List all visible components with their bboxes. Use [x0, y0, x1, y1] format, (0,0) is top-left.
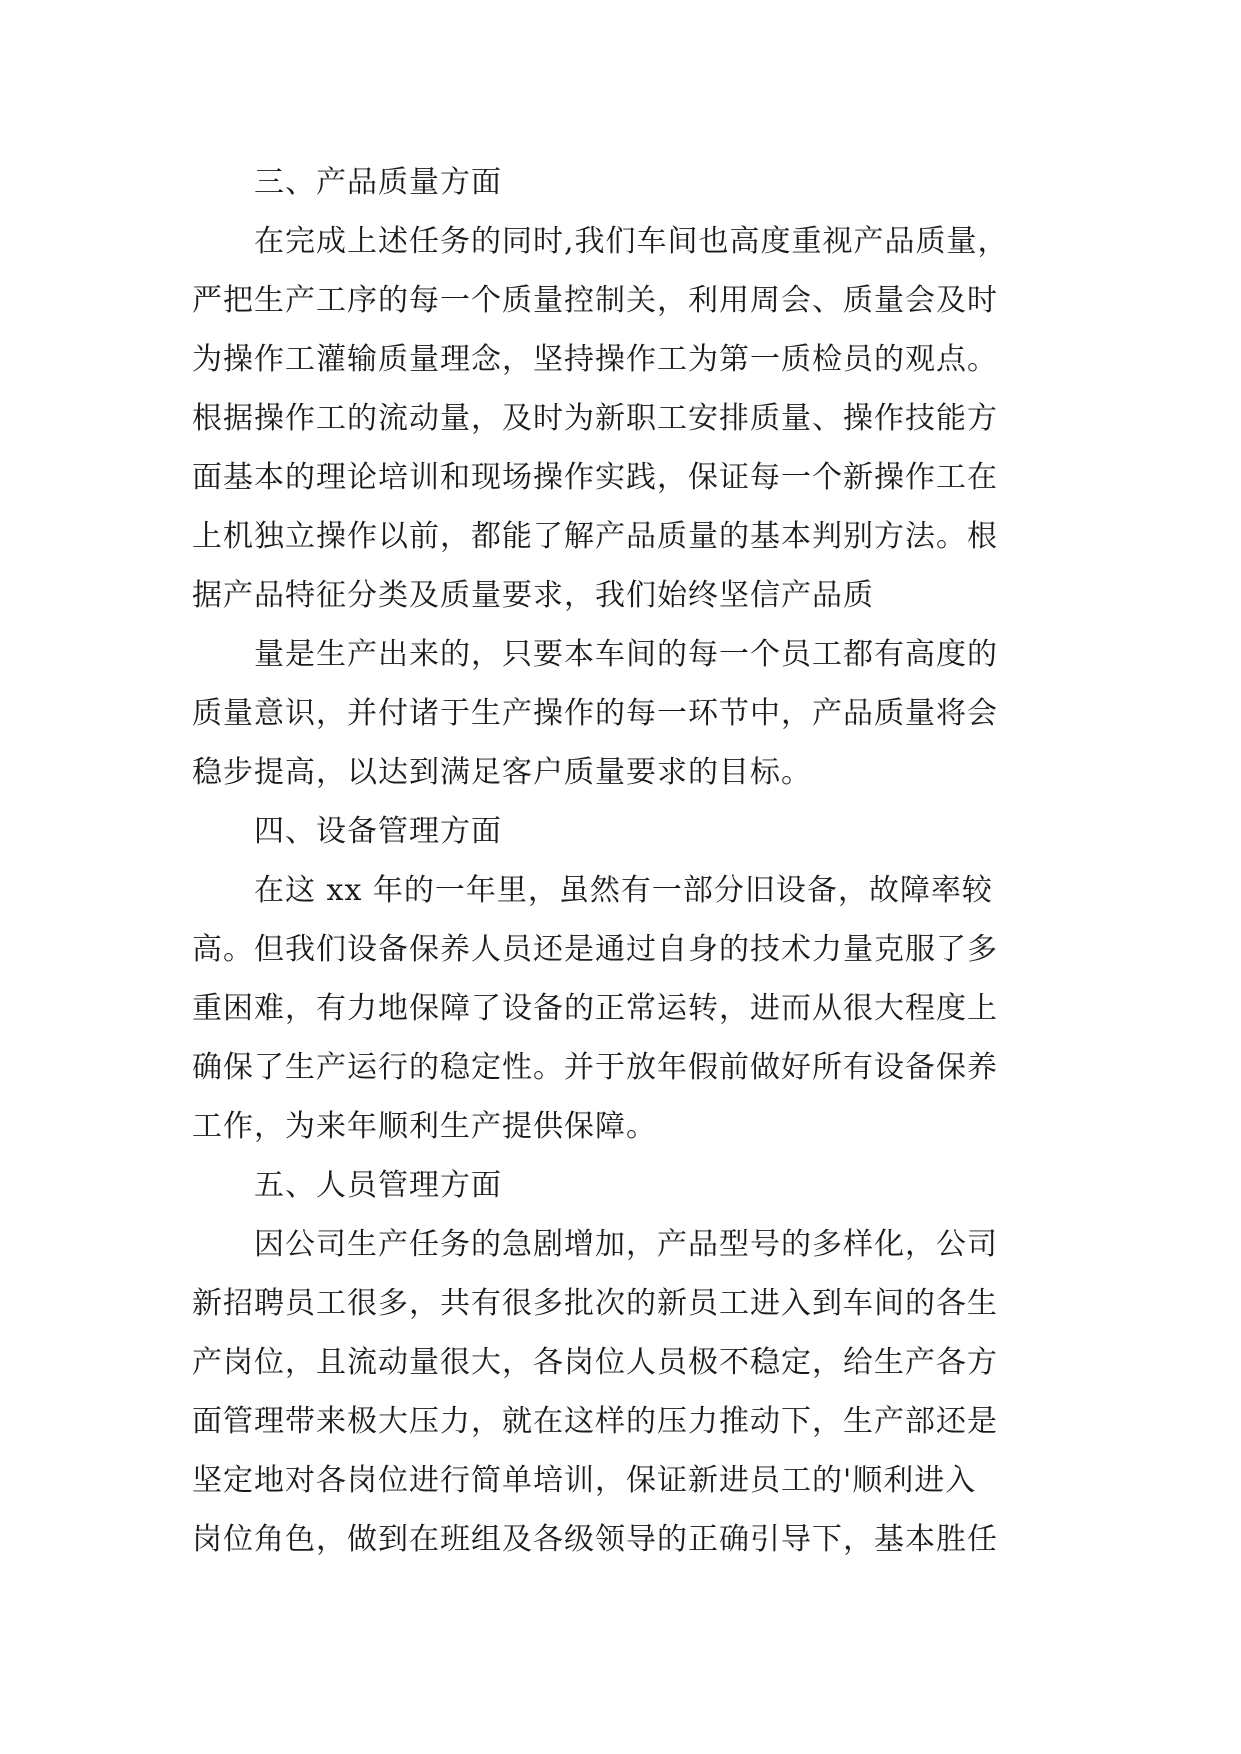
paragraph-line: 坚定地对各岗位进行简单培训，保证新进员工的'顺利进入	[192, 1463, 977, 1498]
paragraph-line: 据产品特征分类及质量要求，我们始终坚信产品质	[192, 578, 874, 613]
paragraph-line: 重困难，有力地保障了设备的正常运转，进而从很大程度上	[192, 991, 998, 1026]
paragraph-line: 高。但我们设备保养人员还是通过自身的技术力量克服了多	[192, 932, 998, 967]
section-heading-equipment: 四、设备管理方面	[254, 814, 502, 849]
paragraph-line: 面基本的理论培训和现场操作实践，保证每一个新操作工在	[192, 460, 998, 495]
paragraph-line: 岗位角色，做到在班组及各级领导的正确引导下，基本胜任	[192, 1522, 998, 1557]
paragraph-line: 在完成上述任务的同时,我们车间也高度重视产品质量，	[254, 224, 1009, 259]
paragraph-line: 质量意识，并付诸于生产操作的每一环节中，产品质量将会	[192, 696, 998, 731]
paragraph-line: 严把生产工序的每一个质量控制关，利用周会、质量会及时	[192, 283, 998, 318]
paragraph-line: 量是生产出来的，只要本车间的每一个员工都有高度的	[254, 637, 998, 672]
paragraph-line: 新招聘员工很多，共有很多批次的新员工进入到车间的各生	[192, 1286, 998, 1321]
paragraph-line: 上机独立操作以前，都能了解产品质量的基本判别方法。根	[192, 519, 998, 554]
paragraph-line: 确保了生产运行的稳定性。并于放年假前做好所有设备保养	[192, 1050, 998, 1085]
section-heading-quality: 三、产品质量方面	[254, 165, 502, 200]
paragraph-line: 根据操作工的流动量，及时为新职工安排质量、操作技能方	[192, 401, 998, 436]
section-heading-personnel: 五、人员管理方面	[254, 1168, 502, 1203]
paragraph-line: 面管理带来极大压力，就在这样的压力推动下，生产部还是	[192, 1404, 998, 1439]
paragraph-line: 稳步提高，以达到满足客户质量要求的目标。	[192, 755, 812, 790]
paragraph-line: 因公司生产任务的急剧增加，产品型号的多样化，公司	[254, 1227, 998, 1262]
paragraph-line: 工作，为来年顺利生产提供保障。	[192, 1109, 657, 1144]
paragraph-line: 为操作工灌输质量理念，坚持操作工为第一质检员的观点。	[192, 342, 998, 377]
paragraph-line: 在这 xx 年的一年里，虽然有一部分旧设备，故障率较	[254, 873, 993, 908]
paragraph-line: 产岗位，且流动量很大，各岗位人员极不稳定，给生产各方	[192, 1345, 998, 1380]
